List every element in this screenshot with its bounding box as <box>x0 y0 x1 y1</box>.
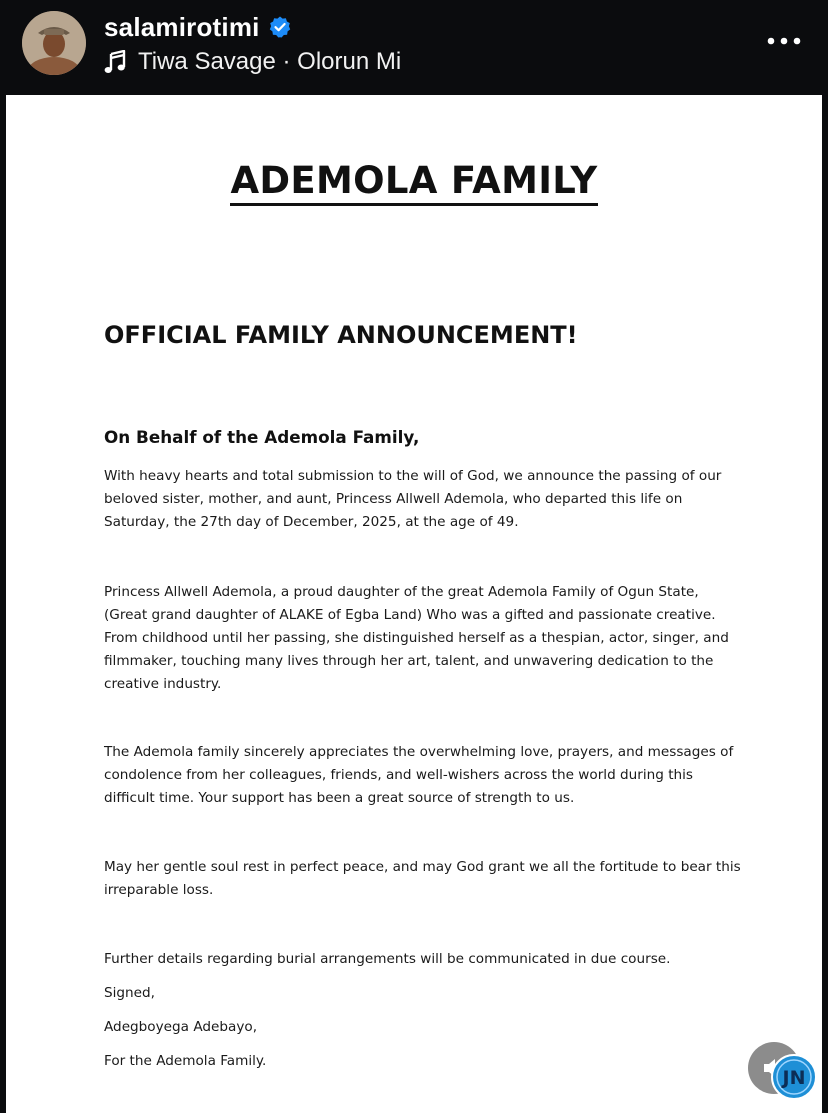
story-header <box>0 0 828 95</box>
document-title <box>6 159 822 202</box>
signatory-name: Adegboyega Adebayo, <box>104 1019 258 1035</box>
signed-line: Signed, <box>104 985 155 1001</box>
paragraph-4: May her gentle soul rest in perfect peace, and may God grant we all the fortitude to bear this irreparable loss. <box>104 859 741 898</box>
music-note-icon <box>104 50 126 74</box>
username-row <box>104 10 292 44</box>
music-row[interactable] <box>104 46 401 78</box>
paragraph-5: Further details regarding burial arrangements will be communicated in due course. <box>104 951 671 967</box>
avatar[interactable] <box>22 11 86 75</box>
music-track-label: Tiwa Savage · Olorun Mi <box>138 48 402 75</box>
announcement-document <box>6 95 822 1113</box>
document-title-text: ADEMOLA FAMILY <box>230 159 597 206</box>
verified-badge-icon <box>268 15 292 39</box>
more-dots-icon <box>767 37 801 45</box>
paragraph-3: The Ademola family sincerely appreciates the overwhelming love, prayers, and messages of condolence from her colleagues, friends, and well-wishers across the world during this difficult time. Your support has been a great source of strength to us. <box>104 744 734 806</box>
more-options-button[interactable] <box>760 24 808 58</box>
paragraph-1: With heavy hearts and total submission to the will of God, we announce the passing of our beloved sister, mother, and aunt, Princess Allwell Ademola, who departed this life on Saturday, the 27th day of December, 2025, at the age of 49. <box>104 468 722 530</box>
watermark-text: JN <box>782 1067 806 1089</box>
document-greeting: On Behalf of the Ademola Family, <box>104 427 420 447</box>
document-subtitle: OFFICIAL FAMILY ANNOUNCEMENT! <box>104 321 578 349</box>
paragraph-2: Princess Allwell Ademola, a proud daughter of the great Ademola Family of Ogun State, (Great grand daughter of ALAKE of Egba Land) Who was a gifted and passionate creative. From childhood until her passing, she distinguished herself as a thespian, actor, singer, and filmmaker, touching many lives through her art, talent, and unwavering dedication to the creative industry. <box>104 584 729 692</box>
watermark-logo <box>770 1053 818 1101</box>
username[interactable]: salamirotimi <box>104 11 260 42</box>
on-behalf-line: For the Ademola Family. <box>104 1053 267 1069</box>
